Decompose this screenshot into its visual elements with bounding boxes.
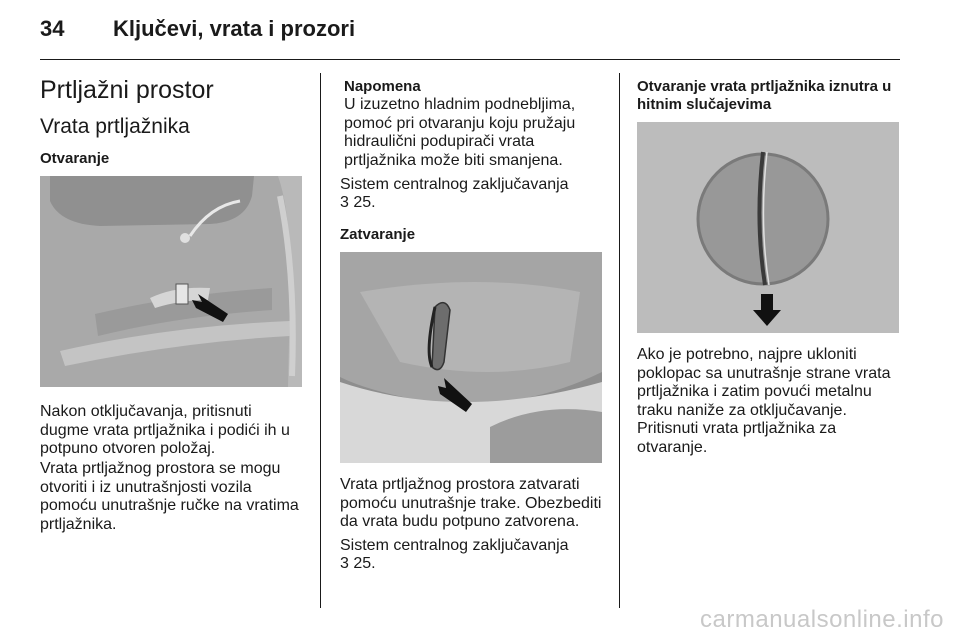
watermark: carmanualsonline.info bbox=[700, 606, 944, 633]
opening-paragraph-1: Nakon otključavanja, pritisnuti dugme vrata prtljažnika i podići ih u potpuno otvoren položaj. bbox=[40, 403, 290, 457]
emergency-opening-heading: Otvaranje vrata prtljažnika iznutra u hitnim slučajevima bbox=[637, 78, 892, 113]
column-divider-2 bbox=[619, 73, 620, 608]
tailgate-strap-figure bbox=[340, 252, 602, 463]
opening-heading: Otvaranje bbox=[40, 150, 110, 167]
section-subtitle: Vrata prtljažnika bbox=[40, 115, 190, 138]
note-text: U izuzetno hladnim podnebljima, pomoć pri otvaranju koju pružaju hidraulični podupirači vrata prtljažnika može biti smanjena. bbox=[344, 96, 576, 169]
tailgate-handle-figure bbox=[40, 176, 302, 387]
page-number: 34 bbox=[40, 16, 65, 41]
closing-paragraph: Vrata prtljažnog prostora zatvarati pomoću unutrašnje trake. Obezbediti da vrata budu potpuno zatvorena. bbox=[340, 476, 602, 530]
opening-paragraph-2: Vrata prtljažnog prostora se mogu otvoriti i iz unutrašnjosti vozila pomoću unutrašnje ručke na vratima prtljažnika. bbox=[40, 460, 299, 533]
column-divider-1 bbox=[320, 73, 321, 608]
section-title: Prtljažni prostor bbox=[40, 76, 214, 104]
emergency-release-figure bbox=[637, 122, 899, 333]
crossref-page-2: 3 25. bbox=[340, 555, 376, 572]
emergency-opening-paragraph: Ako je potrebno, najpre ukloniti poklopac sa unutrašnje strane vrata prtljažnika i zatim povući metalnu traku naniže za otključavanje. Pritisnuti vrata prtljažnika za otvaranje. bbox=[637, 346, 891, 456]
chapter-title: Ključevi, vrata i prozori bbox=[113, 16, 356, 41]
crossref-page-1: 3 25. bbox=[340, 194, 376, 211]
header-rule bbox=[40, 59, 900, 60]
crossref-central-locking-1: Sistem centralnog zaključavanja bbox=[340, 176, 569, 193]
closing-heading: Zatvaranje bbox=[340, 226, 416, 243]
note-heading: Napomena bbox=[344, 78, 421, 95]
crossref-central-locking-2: Sistem centralnog zaključavanja bbox=[340, 537, 569, 554]
